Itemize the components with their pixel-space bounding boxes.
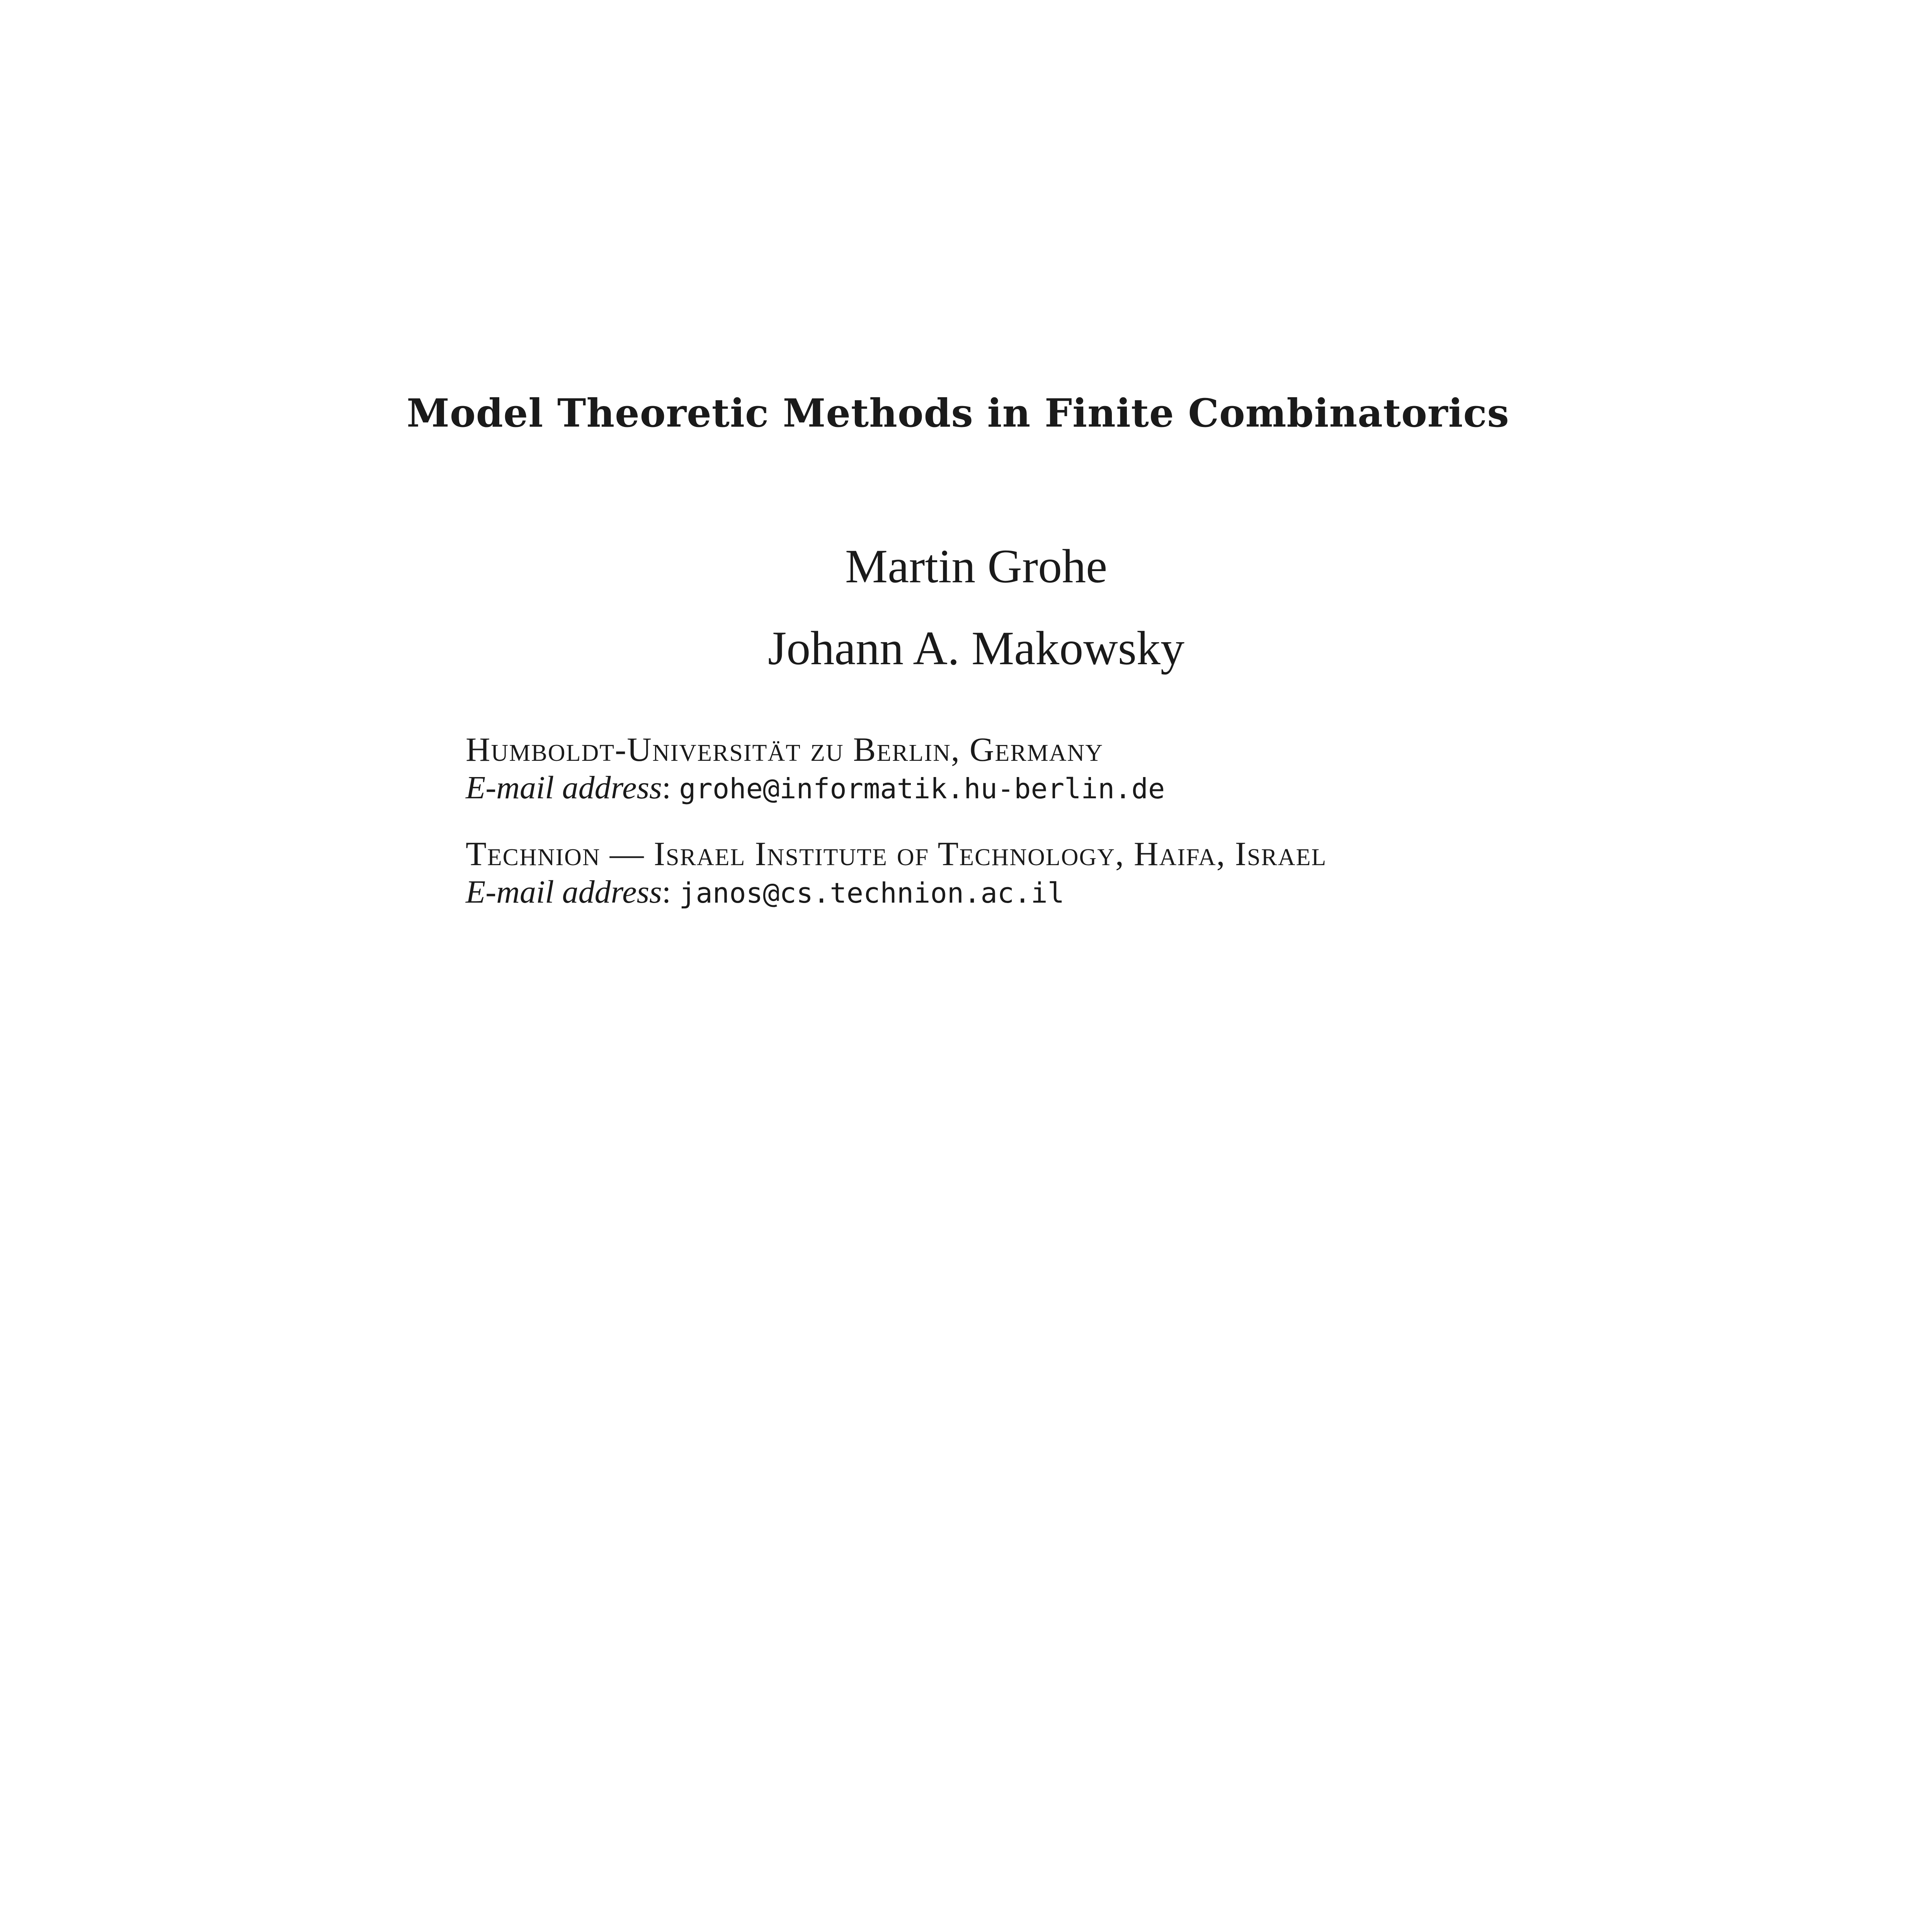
email-label: E-mail address xyxy=(466,874,662,910)
email-label: E-mail address xyxy=(466,770,662,806)
paper-title: Model Theoretic Methods in Finite Combinatorics xyxy=(407,390,1509,436)
email-address[interactable]: janos@cs.technion.ac.il xyxy=(679,877,1065,909)
email-address[interactable]: grohe@informatik.hu-berlin.de xyxy=(679,772,1165,805)
author-name: Martin Grohe xyxy=(845,540,1108,593)
email-colon: : xyxy=(662,770,679,806)
email-line xyxy=(466,769,1165,806)
affiliation: Technion — Israel Institute of Technology, Haifa, Israel xyxy=(466,835,1327,873)
email-line xyxy=(466,873,1064,911)
author-name: Johann A. Makowsky xyxy=(767,622,1185,675)
email-colon: : xyxy=(662,874,679,910)
affiliation: Humboldt-Universität zu Berlin, Germany xyxy=(466,731,1104,769)
